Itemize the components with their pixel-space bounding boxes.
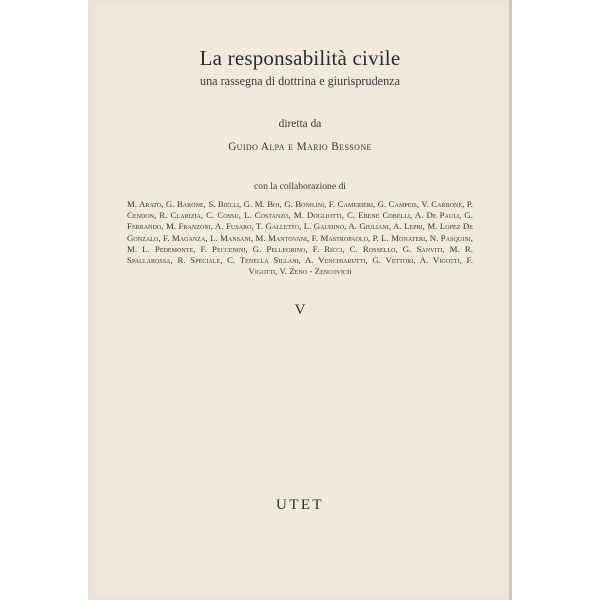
book-page	[88, 0, 512, 600]
page-edge	[509, 0, 512, 600]
volume-number: V	[294, 302, 306, 318]
editors-names: Guido Alpa e Mario Bessone	[228, 141, 372, 153]
book-title: La responsabilità civile	[199, 46, 401, 70]
contributors-list: M. Arato, G. Barone, S. Bielli, G. M. Boi, G. Bonilini, F. Camerieri, G. Campeis, V. Carbone, P. Cendon, R. Clarizia, C. Cossu, L. Costanzo, M. Dogliotti, C. Ebene Cobelli, A. De Pauli, G. Ferrando, M. Franzoni, A. Fusaro, T. Galletto, L. Gaudino, A. Giuliani, A. Lepri, M. Lopez De Gonzalo, F. Maganza, L. Mansani, M. Mantovani, F. Mastropaolo, P. L. Monateri, N. Pasquini, M. L. Pedemonte, F. Peccenini, G. Pellegrino, F. Ricci, C. Rossello, G. Sanviti, M. R. Spallarossa, R. Speciale, C. Tenella Sillani, A. Venchiarutti, G. Vettori, A. Vigotti, F. Vigotti, V. Zeno - Zencovich	[127, 199, 473, 277]
book-subtitle: una rassegna di dottrina e giurisprudenza	[199, 74, 400, 88]
publisher-name: UTET	[276, 497, 324, 513]
collaboration-label: con la collaborazione di	[254, 181, 346, 192]
directed-by-label: diretta da	[278, 118, 322, 130]
